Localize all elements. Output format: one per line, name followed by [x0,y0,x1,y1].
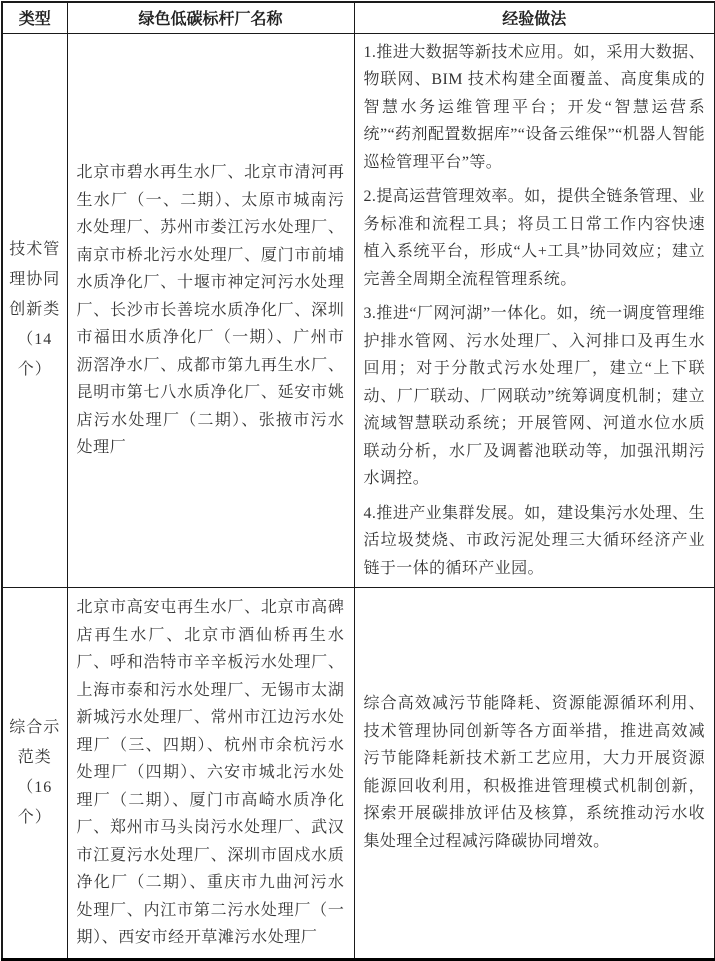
table-row-tech-management [2,33,715,588]
table-header-row [2,2,715,33]
practice-paragraph: 2.提高运营管理效率。如，提供全链条管理、业务标准和流程工具；将员工日常工作内容快速植入系统平台，形成“人+工具”协同效应；建立完善全周期全流程管理系统。 [363,188,705,288]
practices-cell [354,33,715,588]
header-type: 类型 [2,2,67,33]
practices-cell [354,588,715,960]
plants-cell: 北京市碧水再生水厂、北京市清河再生水厂（一、二期）、太原市城南污水处理厂、苏州市娄江污水处理厂、南京市桥北污水处理厂、厦门市前埔水质净化厂、十堰市神定河污水处理厂、长沙市长善垸水质净化厂、深圳市福田水质净化厂（一期）、广州市沥滘净水厂、成都市第九再生水厂、昆明市第七八水质净化厂、延安市姚店污水处理厂（二期）、张掖市污水处理厂 [67,33,354,588]
practice-paragraph: 4.推进产业集群发展。如，建设集污水处理、生活垃圾焚烧、市政污泥处理三大循环经济产业链于一体的循环产业园。 [363,504,705,577]
header-practices: 经验做法 [354,2,715,33]
practice-paragraph: 3.推进“厂网河湖”一体化。如，统一调度管理维护排水管网、污水处理厂、入河排口及再生水回用；对于分散式污水处理厂，建立“上下联动、厂厂联动、厂网联动”统筹调度机制；建立流域智慧联动系统；开展管网、河道水位水质联动分析，水厂及调蓄池联动等，加强汛期污水调控。 [363,305,705,487]
header-plant-names: 绿色低碳标杆厂名称 [67,2,354,33]
type-cell: 综合示范类（16个） [2,588,67,960]
type-cell: 技术管理协同创新类（14个） [2,33,67,588]
table-row-comprehensive-demo [2,588,715,960]
practice-paragraph: 综合高效减污节能降耗、资源能源循环利用、技术管理协同创新等各方面举措，推进高效减污节能降耗新技术新工艺应用，大力开展资源能源回收利用，积极推进管理模式机制创新，探索开展碳排放评估及核算，系统推动污水收集处理全过程减污降碳协同增效。 [363,695,705,850]
practice-paragraph: 1.推进大数据等新技术应用。如，采用大数据、物联网、BIM 技术构建全面覆盖、高度集成的智慧水务运维管理平台；开发“智慧运营系统”“药剂配置数据库”“设备云维保”“机器人智能巡检管理平台”等。 [363,43,705,171]
benchmark-plants-table [1,1,715,961]
plants-cell: 北京市高安屯再生水厂、北京市高碑店再生水厂、北京市酒仙桥再生水厂、呼和浩特市辛辛板污水处理厂、上海市泰和污水处理厂、无锡市太湖新城污水处理厂、常州市江边污水处理厂（三、四期）、杭州市余杭污水处理厂（四期）、六安市城北污水处理厂（二期）、厦门市高崎水质净化厂、郑州市马头岗污水处理厂、武汉市江夏污水处理厂、深圳市固戍水质净化厂（二期）、重庆市九曲河污水处理厂、内江市第二污水处理厂（一期）、西安市经开草滩污水处理厂 [67,588,354,960]
